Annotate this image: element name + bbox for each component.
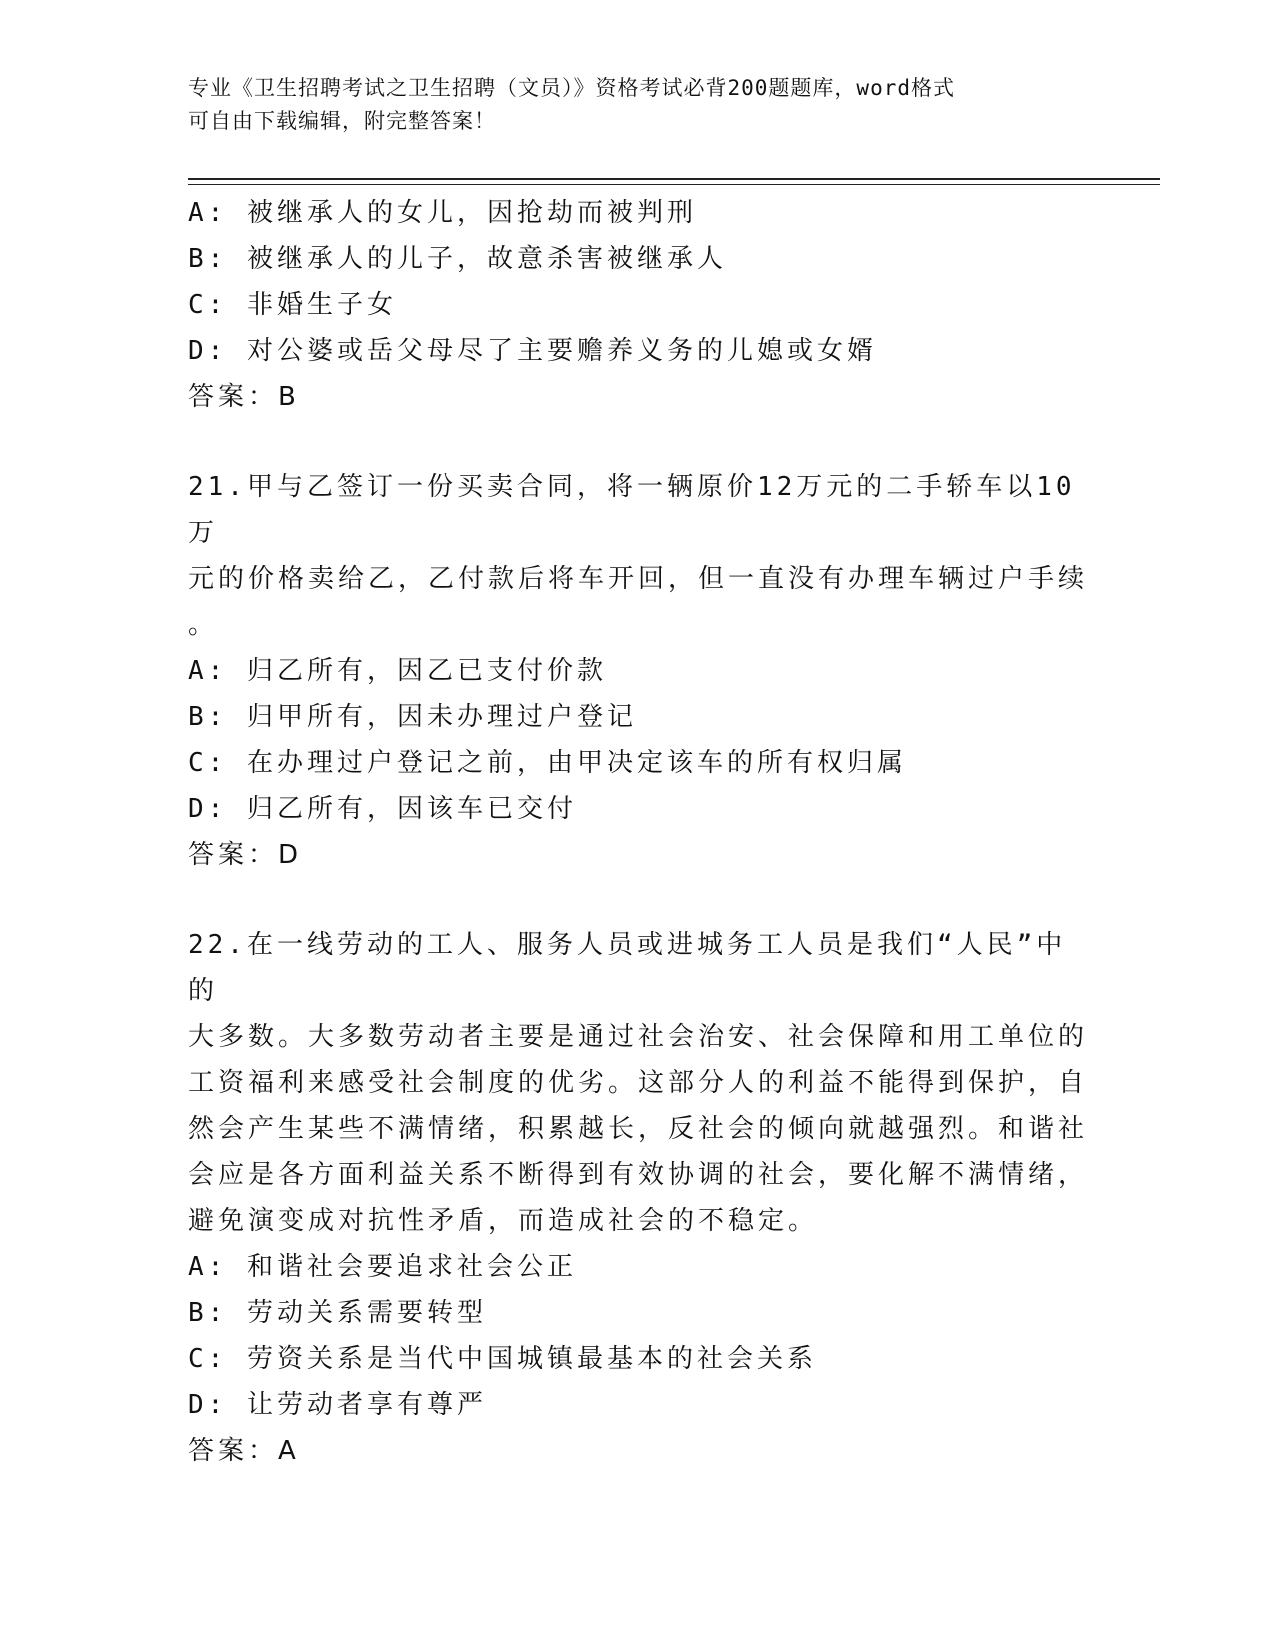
stem-line: 会应是各方面利益关系不断得到有效协调的社会，要化解不满情绪， (188, 1160, 1089, 1190)
option-d: D: 归乙所有，因该车已交付 (188, 794, 577, 824)
answer: 答案：A (188, 1436, 300, 1466)
option-b: B: 被继承人的儿子，故意杀害被继承人 (188, 244, 727, 274)
option-b: B: 劳动关系需要转型 (188, 1298, 487, 1328)
stem-line: 22.在一线劳动的工人、服务人员或进城务工人员是我们“人民”中的 (188, 930, 1067, 1006)
option-c: C: 在办理过户登记之前，由甲决定该车的所有权归属 (188, 748, 907, 778)
stem-line: 避免演变成对抗性矛盾，而造成社会的不稳定。 (188, 1206, 819, 1236)
option-a: A: 和谐社会要追求社会公正 (188, 1252, 577, 1282)
question-21 (188, 464, 1088, 878)
question-22 (188, 922, 1088, 1474)
option-b: B: 归甲所有，因未办理过户登记 (188, 702, 637, 732)
option-a: A: 归乙所有，因乙已支付价款 (188, 656, 607, 686)
option-a: A: 被继承人的女儿，因抢劫而被判刑 (188, 198, 697, 228)
question-spacer (188, 878, 1088, 922)
stem-line: 工资福利来感受社会制度的优劣。这部分人的利益不能得到保护，自 (188, 1068, 1089, 1098)
option-c: C: 非婚生子女 (188, 290, 397, 320)
header-divider-thick (188, 178, 1160, 180)
question-spacer (188, 420, 1088, 464)
document-header (188, 72, 1068, 138)
option-c: C: 劳资关系是当代中国城镇最基本的社会关系 (188, 1344, 817, 1374)
header-divider-thin (188, 184, 1160, 185)
header-line-2: 可自由下载编辑，附完整答案！ (188, 109, 496, 133)
answer: 答案：B (188, 382, 300, 412)
question-list (188, 190, 1088, 1474)
question-stem (188, 464, 1088, 648)
stem-line: 大多数。大多数劳动者主要是通过社会治安、社会保障和用工单位的 (188, 1022, 1089, 1052)
option-d: D: 让劳动者享有尊严 (188, 1390, 487, 1420)
stem-line: 元的价格卖给乙，乙付款后将车开回，但一直没有办理车辆过户手续 (188, 564, 1089, 594)
question-stem (188, 922, 1088, 1244)
stem-line: 21.甲与乙签订一份买卖合同，将一辆原价12万元的二手轿车以10万 (188, 472, 1076, 548)
stem-line: 。 (188, 610, 219, 640)
question-20 (188, 190, 1088, 420)
header-line-1: 专业《卫生招聘考试之卫生招聘（文员）》资格考试必背200题题库，word格式 (188, 76, 955, 100)
stem-line: 然会产生某些不满情绪，积累越长，反社会的倾向就越强烈。和谐社 (188, 1114, 1089, 1144)
answer: 答案：D (188, 840, 303, 870)
option-d: D: 对公婆或岳父母尽了主要赡养义务的儿媳或女婿 (188, 336, 877, 366)
